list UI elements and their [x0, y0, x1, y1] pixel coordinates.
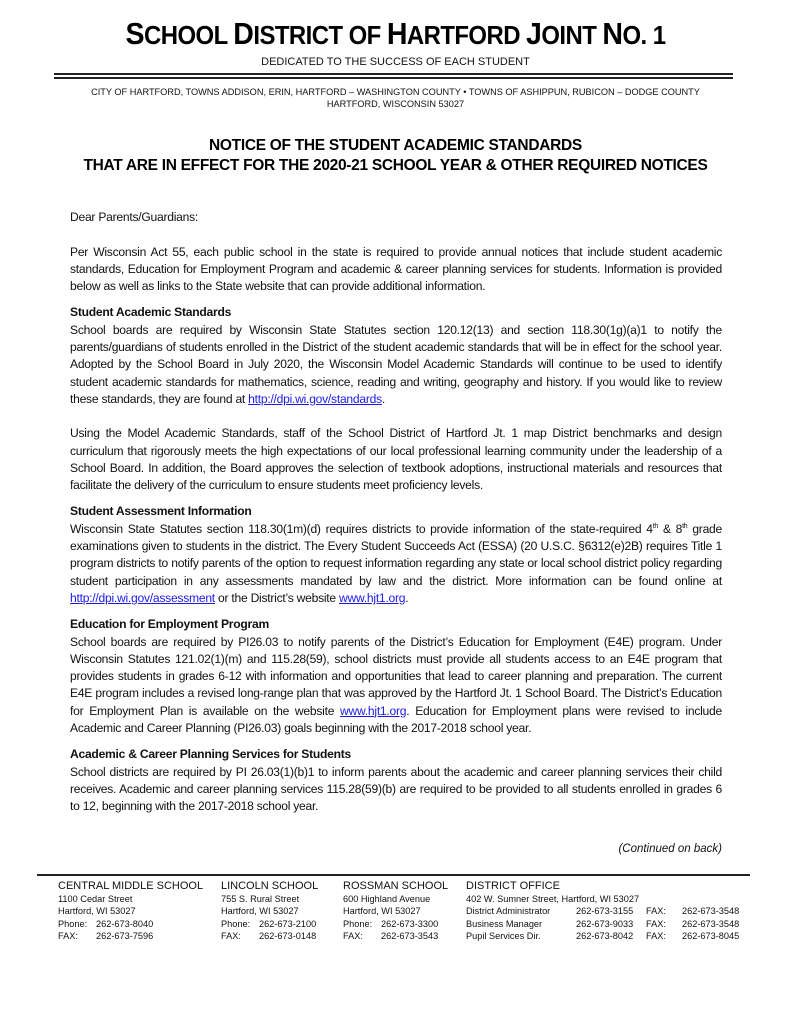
header-divider: [54, 73, 733, 79]
district-name: [32, 16, 760, 52]
footer-divider: [37, 874, 750, 876]
assessment-link[interactable]: http://dpi.wi.gov/assessment: [70, 590, 215, 605]
office-name: DISTRICT OFFICE: [466, 880, 560, 892]
school-name: ROSSMAN SCHOOL: [343, 880, 449, 892]
name-part: NO. 1: [602, 16, 666, 51]
fax-row: FAX: 262-673-0148: [221, 931, 317, 942]
school-name: CENTRAL MIDDLE SCHOOL: [58, 880, 204, 892]
school-city: Hartford, WI 53027: [343, 906, 421, 917]
section-heading: Student Assessment Information: [70, 504, 252, 519]
name-part: HARTFORD: [386, 16, 527, 51]
name-part: SCHOOL: [125, 16, 234, 51]
fax-row: FAX: 262-673-7596: [58, 931, 154, 942]
school-street: 755 S. Rural Street: [221, 894, 300, 904]
contact-row: Pupil Services Dir. 262-673-8042 FAX: 262-673-8045: [466, 931, 740, 942]
title-line-1: NOTICE OF THE STUDENT ACADEMIC STANDARDS: [209, 137, 582, 154]
salutation: Dear Parents/Guardians:: [70, 210, 199, 224]
notice-title: [0, 136, 791, 176]
section-heading: Education for Employment Program: [70, 617, 269, 632]
office-address: 402 W. Sumner Street, Hartford, WI 53027: [466, 894, 640, 904]
address-line: HARTFORD, WISCONSIN 53027: [326, 99, 465, 109]
contact-row: District Administrator 262-673-3155 FAX: 262-673-3548: [466, 906, 740, 917]
intro-paragraph: Per Wisconsin Act 55, each public school in the state is required to provide annual notices that include student academic standards, Education for Employment Program and academic & career planning services for students. Information is provided below as well as links to the State website that can provide additional information.: [70, 244, 722, 294]
section-heading: Student Academic Standards: [70, 305, 232, 320]
letter-body: [70, 209, 722, 824]
school-street: 600 Highland Avenue: [343, 894, 431, 904]
phone-row: Phone: 262-673-2100: [221, 918, 317, 929]
standards-link[interactable]: http://dpi.wi.gov/standards: [248, 391, 382, 406]
district-website-link[interactable]: www.hjt1.org: [339, 590, 406, 605]
section-education-for-employment: [70, 616, 722, 737]
name-part: JOINT: [526, 16, 603, 51]
footer-rossman-school: [343, 879, 463, 943]
footer-lincoln-school: [221, 879, 341, 943]
fax-row: FAX: 262-673-3543: [343, 931, 439, 942]
tagline: DEDICATED TO THE SUCCESS OF EACH STUDENT: [261, 56, 530, 68]
phone-row: Phone: 262-673-8040: [58, 918, 154, 929]
municipalities: [0, 86, 791, 110]
name-part: DISTRICT OF: [233, 16, 387, 51]
section-body: School boards are required by Wisconsin State Statutes section 120.12(13) and section 118.30(1g)(a)1 to notify the parents/guardians of students enrolled in the District of the student academic standards that will be in effect for the school year. Adopted by the School Board in July 2020, the Wisconsin Model Academic Standards will continue to be used to identify student academic standards for mathematics, science, reading and writing, geography and history. If you would like to review these standards, they are found at http://dpi.wi.gov/standards.: [70, 322, 722, 406]
phone-row: Phone: 262-673-3300: [343, 918, 439, 929]
school-city: Hartford, WI 53027: [221, 906, 299, 917]
curriculum-paragraph: Using the Model Academic Standards, staff of the School District of Hartford Jt. 1 map District benchmarks and design curriculum that rigorously meets the high expectations of our local professional learning community under the leadership of a School Board. In addition, the Board approves the selection of textbook adoptions, instructional materials and resources that facilitate the delivery of the curriculum to ensure students meet proficiency levels.: [70, 426, 722, 493]
section-academic-career-planning: [70, 746, 722, 815]
district-website-link[interactable]: www.hjt1.org: [340, 703, 407, 718]
municipalities-line: CITY OF HARTFORD, TOWNS ADDISON, ERIN, HARTFORD – WASHINGTON COUNTY • TOWNS OF ASHIPPUN, RUBICON – DODGE COUNTY: [91, 87, 700, 97]
section-body: School boards are required by PI26.03 to notify parents of the District’s Education for Employment (E4E) program. Under Wisconsin Statutes 121.02(1)(m) and 115.28(59), school districts must provide all students access to an E4E program that provides students in grades 6-12 with information and opportunities that lead to career planning and preparation. The current E4E program includes a revised long-range plan that was approved by the Hartford Jt. 1 School Board. The District’s Education for Employment Plan is available on the website www.hjt1.org. Education for Employment plans were revised to include Academic and Career Planning (PI26.03) goals beginning with the 2017-2018 school year.: [70, 634, 722, 736]
section-heading: Academic & Career Planning Services for Students: [70, 747, 352, 762]
footer-central-middle-school: [58, 879, 218, 943]
section-body: School districts are required by PI 26.03(1)(b)1 to inform parents about the academic and career planning services their child receives. Academic and career planning services 115.28(59)(b) are required to be provided to all students enrolled in grades 6 to 12, beginning with the 2017-2018 school year.: [70, 764, 722, 814]
title-line-2: THAT ARE IN EFFECT FOR THE 2020-21 SCHOOL YEAR & OTHER REQUIRED NOTICES: [83, 157, 708, 174]
school-city: Hartford, WI 53027: [58, 906, 136, 917]
school-name: LINCOLN SCHOOL: [221, 880, 319, 892]
school-street: 1100 Cedar Street: [58, 894, 133, 904]
section-assessment: [70, 503, 722, 607]
contact-row: Business Manager 262-673-9033 FAX: 262-673-3548: [466, 918, 740, 929]
continued-note: (Continued on back): [618, 843, 722, 855]
footer-district-office: [466, 879, 766, 943]
section-academic-standards: [70, 304, 722, 408]
section-body: Wisconsin State Statutes section 118.30(1m)(d) requires districts to provide information of the state-required 4th & 8th grade examinations given to students in the district. The Every Student Succeeds Act (ESSA) (20 U.S.C. §6312(e)2B) requires Title 1 program districts to notify parents of the option to request information regarding any state or local school district policy regarding student participation in any assessments mandated by law and the district. More information can be found online at http://dpi.wi.gov/assessment or the District’s website www.hjt1.org.: [70, 521, 722, 605]
